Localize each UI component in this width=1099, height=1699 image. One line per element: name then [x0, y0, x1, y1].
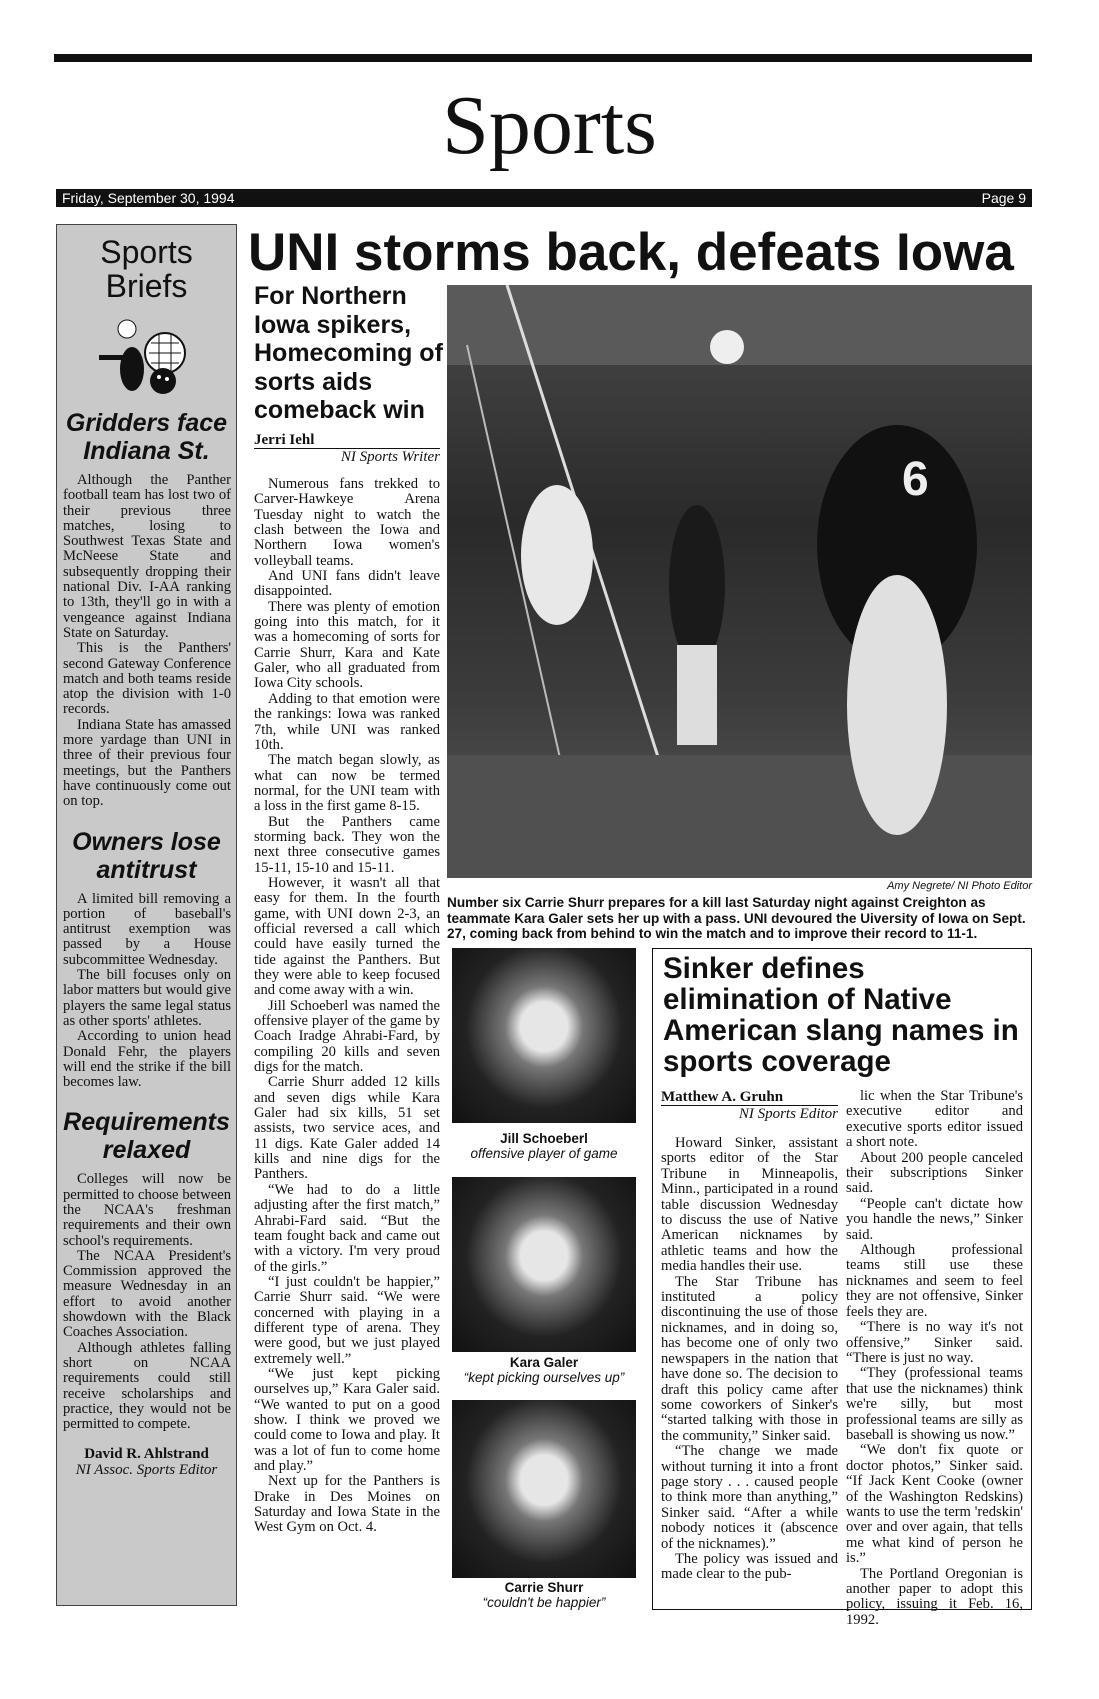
brief-paragraph: According to union head Donald Fehr, the players will end the strike if the bill becomes law.: [63, 1028, 231, 1091]
headshot-quote: “couldn't be happier”: [482, 1595, 606, 1610]
brief-paragraph: A limited bill removing a portion of baseball's antitrust exemption was passed by a House subcommittee Wednesday.: [63, 890, 231, 968]
headshot-quote: “kept picking ourselves up”: [463, 1370, 625, 1385]
volleyball-photo: [447, 285, 1032, 878]
brief-headline: Requirements relaxed: [63, 1108, 230, 1165]
article-paragraph: “They (professional teams that use the nicknames) think we're silly, but most professional teams are silly as baseball is showing us now.”: [846, 1365, 1023, 1443]
sinker-headline: Sinker defines elimination of Native American slang names in sports coverage: [663, 952, 1019, 1078]
byline-role: NI Assoc. Sports Editor: [75, 1462, 218, 1479]
article-paragraph: The policy was issued and made clear to the pub-: [661, 1550, 838, 1583]
article-paragraph: Adding to that emotion were the rankings: Iowa was ranked 7th, while UNI was ranked 10th.: [254, 690, 440, 753]
brief-paragraph: Colleges will now be permitted to choose between the NCAA's freshman requirements and their own school's requirements.: [63, 1171, 231, 1249]
byline-name: Jerri Iehl: [254, 432, 440, 449]
date-bar: [56, 189, 1032, 207]
brief-paragraph: The bill focuses only on labor matters but would give players the same legal status as other sports' athletes.: [63, 967, 231, 1029]
issue-date: Friday, September 30, 1994: [62, 190, 235, 206]
article-paragraph: Howard Sinker, assistant sports editor of the Star Tribune in Minneapolis, Minn., participated in a round table discussion Wednesday to discuss the use of Native American nicknames by athletic teams and how the media handles their use.: [661, 1135, 838, 1275]
article-paragraph: About 200 people canceled their subscriptions Sinker said.: [846, 1149, 1023, 1197]
headshot-caption: [452, 1131, 636, 1161]
article-paragraph: Carrie Shurr added 12 kills and seven digs while Kara Galer had six kills, 51 set assists, two service aces, and 11 digs. Kate Galer added 14 kills and nine digs for the Panthers.: [254, 1074, 440, 1183]
brief-paragraph: This is the Panthers' second Gateway Conference match and both teams reside atop the division with 1-0 records.: [63, 640, 231, 718]
sports-briefs-sidebar: [56, 224, 237, 1606]
headshot-name: Carrie Shurr: [504, 1580, 584, 1595]
headshot-name: Kara Galer: [509, 1355, 579, 1370]
headshot-photo-galer: [452, 1177, 636, 1352]
page-number: Page 9: [981, 190, 1026, 206]
brief-paragraph: The NCAA President's Commission approved the measure Wednesday in an effort to avoid another showdown with the Black Coaches Association.: [63, 1247, 231, 1341]
article-paragraph: And UNI fans didn't leave disappointed.: [254, 568, 440, 600]
sidebar-byline: [57, 1446, 236, 1478]
masthead-rule: [54, 54, 1032, 62]
sports-balls-icon: [87, 311, 207, 401]
article-paragraph: Numerous fans trekked to Carver-Hawkeye Arena Tuesday night to watch the clash between the Iowa and Northern Iowa women's volleyball teams.: [254, 476, 440, 569]
article-paragraph: However, it wasn't all that easy for them. In the fourth game, with UNI down 2-3, an official reversed a call which could have easily turned the tide against the Panthers. But they were able to keep focused and come away with a win.: [254, 874, 440, 999]
headshot-name: Jill Schoeberl: [500, 1131, 588, 1146]
sidebar-title: Sports Briefs: [100, 234, 193, 304]
main-subhead: For Northern Iowa spikers, Homecoming of sorts aids comeback win: [254, 282, 443, 424]
brief-gridders: [57, 409, 236, 810]
photo-credit: Amy Negrete/ NI Photo Editor: [887, 880, 1032, 892]
article-paragraph: But the Panthers came storming back. They won the next three consecutive games 15-11, 15-10 and 15-11.: [254, 813, 440, 876]
article-paragraph: “We just kept picking ourselves up,” Kara Galer said. “We wanted to put on a good show. I think we proved we could come to Iowa and play. It was a lot of fun to come home and play.”: [254, 1365, 440, 1474]
brief-paragraph: Although athletes falling short on NCAA requirements could still receive scholarships and practice, they would not be permitted to compete.: [63, 1339, 231, 1433]
photo-caption: Number six Carrie Shurr prepares for a kill last Saturday night against Creighton as teammate Kara Galer sets her up with a pass. UNI devoured the Uiversity of Iowa on Sept. 27, coming back from behind to win the match and to improve their record to 11-1.: [447, 895, 1026, 941]
brief-paragraph: Although the Panther football team has lost two of their previous three matches, losing to Southwest Texas State and McNeese State and subsequently dropping their national Div. I-AA ranking to 13th, they'll go in with a vengeance against Indiana State on Saturday.: [63, 472, 231, 641]
article-paragraph: “There is no way it's not offensive,” Sinker said. “There is just no way.: [846, 1319, 1023, 1366]
brief-requirements: [57, 1108, 236, 1432]
byline-name: David R. Ahlstrand: [84, 1446, 209, 1463]
headshot-quote: offensive player of game: [470, 1146, 618, 1161]
brief-paragraph: Indiana State has amassed more yardage than UNI in three of their previous four meetings, but the Panthers have continuously come out on top.: [63, 716, 231, 810]
article-paragraph: Next up for the Panthers is Drake in Des Moines on Saturday and Iowa State in the West Gym on Oct. 4.: [254, 1473, 440, 1536]
article-paragraph: “The change we made without turning it into a front page story . . . caused people to think more than anything,” Sinker said. “After a while nobody notices it (abscence of the nicknames).”: [661, 1443, 838, 1552]
headshot-caption: [452, 1355, 636, 1385]
article-paragraph: The match began slowly, as what can now be termed normal, for the UNI team with a loss in the first game 8-15.: [254, 752, 440, 815]
brief-antitrust: [57, 828, 236, 1091]
byline-name: Matthew A. Gruhn: [661, 1089, 838, 1106]
sinker-article-box: [652, 948, 1032, 1628]
article-paragraph: “We had to do a little adjusting after the first match,” Ahrabi-Fard said. “But the team fought back and came out with a victory. I'm very proud of the girls.”: [254, 1181, 440, 1275]
main-headline: UNI storms back, defeats Iowa: [248, 223, 1014, 282]
article-paragraph: “I just couldn't be happier,” Carrie Shurr said. “We were concerned with playing in a different type of arena. They were good, but we just played extremely well.”: [254, 1273, 440, 1367]
article-paragraph: lic when the Star Tribune's executive editor and executive sports editor issued a short note.: [846, 1088, 1023, 1151]
sinker-column-2: [846, 1089, 1023, 1628]
section-title: Sports: [442, 79, 657, 172]
byline-role: NI Sports Writer: [340, 449, 440, 465]
sinker-column-1: [661, 1089, 838, 1628]
article-paragraph: “People can't dictate how you handle the news,” Sinker said.: [846, 1195, 1023, 1243]
brief-headline: Gridders face Indiana St.: [65, 409, 228, 465]
byline-role: NI Sports Editor: [738, 1106, 838, 1122]
article-paragraph: Jill Schoeberl was named the offensive player of the game by Coach Iradge Ahrabi-Fard, by compiling 20 kills and seven digs for the match.: [254, 997, 440, 1076]
main-article-body: [254, 432, 440, 1612]
article-paragraph: Although professional teams still use these nicknames and seem to feel they are not offensive, Sinker feels they are.: [846, 1242, 1023, 1320]
headshot-photo-schoeberl: [452, 948, 636, 1123]
article-paragraph: The Portland Oregonian is another paper to adopt this policy, issuing it Feb. 16, 1992.: [846, 1565, 1023, 1628]
article-paragraph: There was plenty of emotion going into this match, for it was a homecoming of sorts for Carrie Shurr, Kara and Kate Galer, who all graduated from Iowa City schools.: [254, 598, 440, 692]
article-paragraph: “We don't fix quote or doctor photos,” Sinker said. “If Jack Kent Cooke (owner of the Washington Redskins) wants to use the term 'redskin' over and over again, that tells me what kind of person he is.”: [846, 1442, 1023, 1567]
article-paragraph: The Star Tribune has instituted a policy discontinuing the use of those nicknames, and in doing so, has become one of only two newspapers in the nation that have done so. The decision to draft this policy came after some coworkers of Sinker's “started talking with those in the community,” Sinker said.: [661, 1273, 838, 1444]
volleyball-scene-graphic: [447, 285, 1032, 878]
headshot-caption: [452, 1580, 636, 1610]
jersey-number: 6: [902, 453, 929, 506]
headshot-photo-shurr: [452, 1400, 636, 1578]
brief-headline: Owners lose antitrust: [72, 827, 221, 884]
